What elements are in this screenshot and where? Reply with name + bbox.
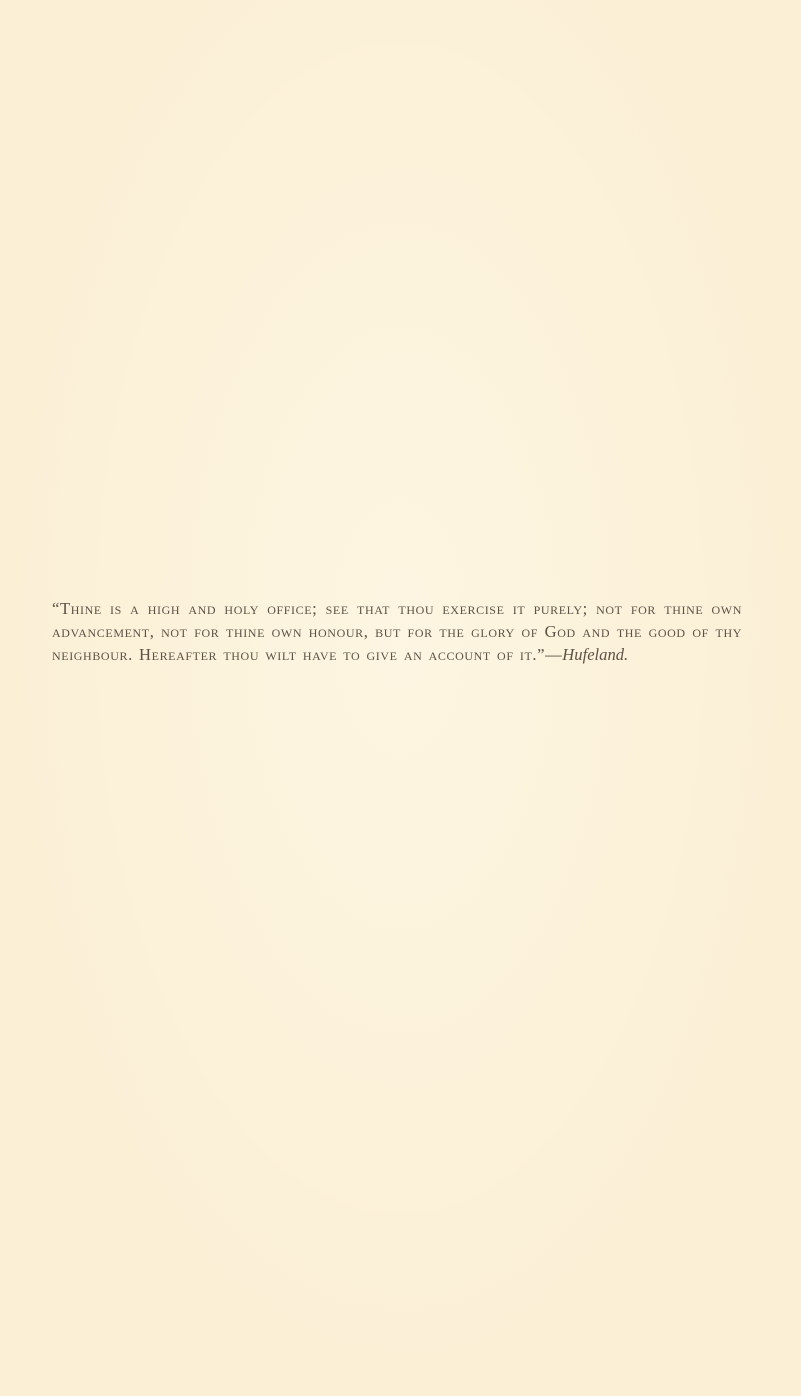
epigraph-quote: “Thine is a high and holy office; see that thou exercise it purely; not for thine own advancement, not for thine own honour, but for the glory of God and the good of thy neighbour. Hereafter thou wilt have to give an account of it.” xyxy=(52,599,742,664)
epigraph-author: Hufeland. xyxy=(562,645,629,664)
epigraph-dash: — xyxy=(545,645,563,664)
epigraph xyxy=(52,597,742,666)
